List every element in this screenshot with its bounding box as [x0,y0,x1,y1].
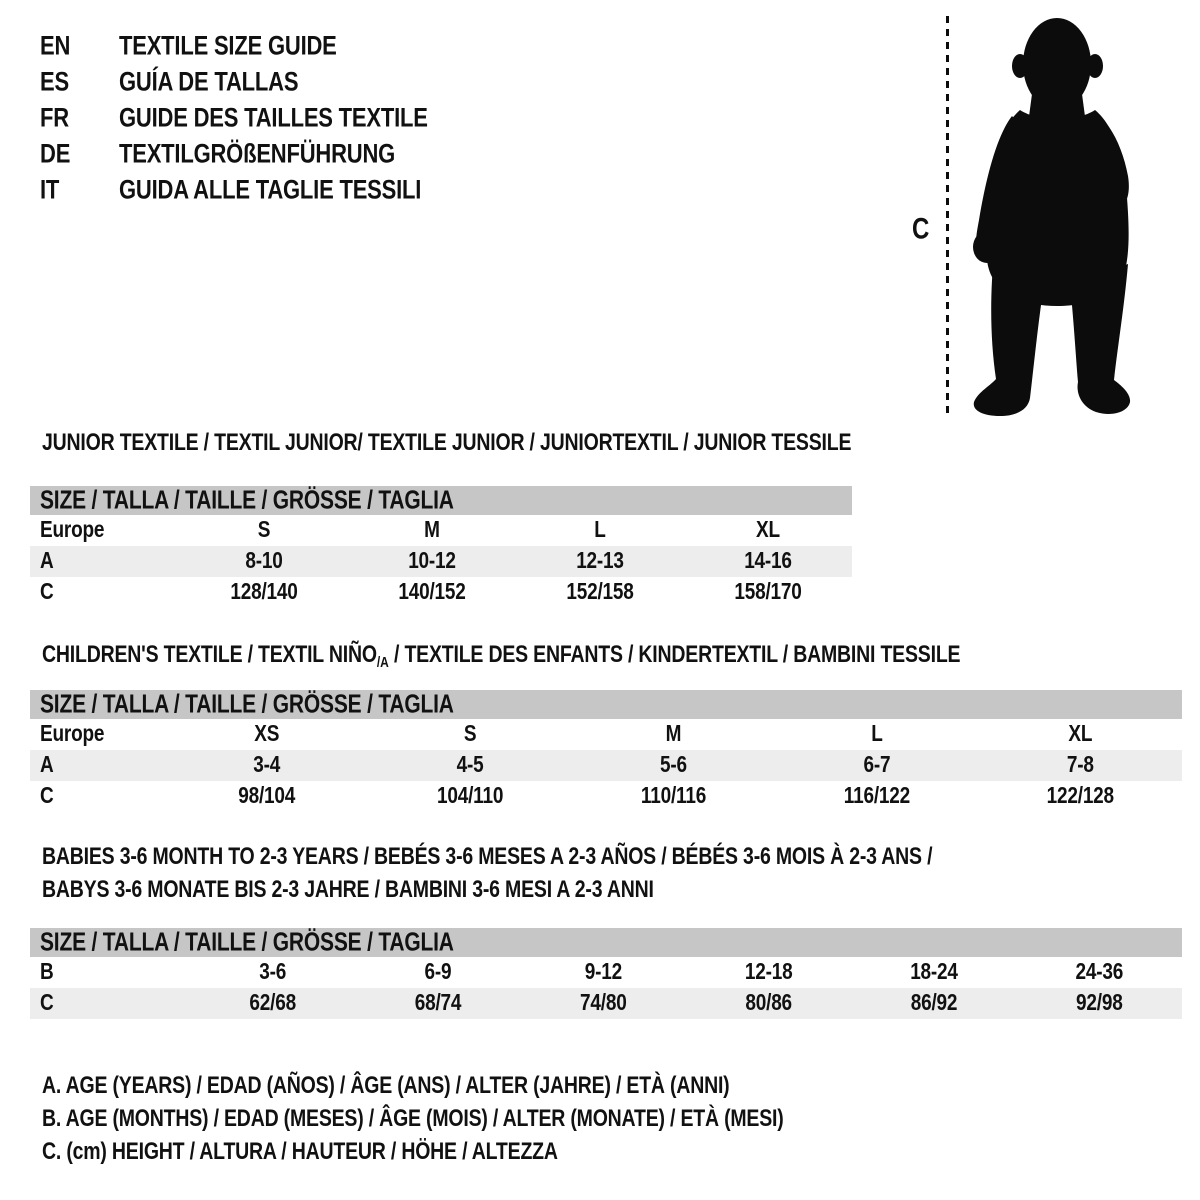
table-cell: 6-7 [863,752,891,778]
size-header-bar [30,928,1182,957]
table-row [30,719,1182,750]
children-size-table [30,690,1182,812]
language-code: ES [40,66,69,97]
row-label: Europe [40,721,105,747]
table-cell: 7-8 [1066,752,1094,778]
legend-line-a: A. AGE (YEARS) / EDAD (AÑOS) / ÂGE (ANS) / ALTER (JAHRE) / ETÀ (ANNI) [42,1072,730,1100]
table-cell: 14-16 [744,548,792,574]
table-cell: 24-36 [1075,959,1124,985]
language-title: GUIDE DES TAILLES TEXTILE [119,102,428,133]
table-cell: 4-5 [456,752,484,778]
table-cell: 62/68 [249,990,296,1016]
table-cell: 10-12 [408,548,456,574]
table-cell: 80/86 [745,990,792,1016]
table-cell: 5-6 [660,752,687,778]
table-row [30,515,852,546]
section-title-children [42,641,961,671]
table-row [30,546,852,577]
table-cell: 12-13 [576,548,624,574]
table-cell: 98/104 [238,783,296,809]
table-cell: 3-4 [253,752,281,778]
table-cell: 3-6 [259,959,287,985]
row-label: A [40,752,54,778]
table-cell: XL [756,517,780,543]
legend [42,1070,784,1169]
height-measure-line [946,16,949,415]
language-row [40,28,428,64]
size-header-bar [30,690,1182,719]
babies-size-table [30,928,1182,1019]
table-cell: 12-18 [744,959,793,985]
language-code: EN [40,30,71,61]
row-label: C [40,579,54,605]
language-code: FR [40,102,69,133]
junior-size-table [30,486,852,608]
gender-suffix: /A [376,653,389,671]
language-row [40,64,428,100]
table-cell: 110/116 [640,783,707,809]
legend-line-c: C. (cm) HEIGHT / ALTURA / HAUTEUR / HÖHE / ALTEZZA [42,1138,558,1166]
language-code: DE [40,138,71,169]
language-row [40,100,428,136]
row-label: C [40,990,54,1016]
section-title-text: JUNIOR TEXTILE / TEXTIL JUNIOR/ TEXTILE JUNIOR / JUNIORTEXTIL / JUNIOR TESSILE [42,429,852,457]
section-title-babies [42,843,933,912]
section-title-text: BABIES 3-6 MONTH TO 2-3 YEARS / BEBÉS 3-6 MESES A 2-3 AÑOS / BÉBÉS 3-6 MOIS À 2-3 ANS / [42,843,933,871]
table-cell: 122/128 [1046,783,1114,809]
table-cell: XL [1068,721,1093,747]
table-cell: 74/80 [580,990,627,1016]
table-cell: 9-12 [584,959,622,985]
table-cell: 8-10 [245,548,283,574]
table-cell: S [463,721,477,747]
table-cell: 104/110 [436,783,504,809]
table-cell: 92/98 [1076,990,1123,1016]
size-header-text: SIZE / TALLA / TAILLE / GRÖSSE / TAGLIA [40,928,454,957]
toddler-silhouette-icon [960,14,1140,424]
table-cell: 140/152 [398,579,466,605]
size-header-text: SIZE / TALLA / TAILLE / GRÖSSE / TAGLIA [40,486,454,515]
section-title-junior [42,429,852,457]
size-header-bar [30,486,852,515]
section-title-text: BABYS 3-6 MONATE BIS 2-3 JAHRE / BAMBINI 3-6 MESI A 2-3 ANNI [42,876,654,904]
row-label: B [40,959,54,985]
table-cell: 6-9 [424,959,452,985]
language-code: IT [40,174,60,205]
table-row [30,750,1182,781]
table-cell: 86/92 [910,990,958,1016]
table-cell: L [594,517,606,543]
language-list [40,28,428,208]
size-header-text: SIZE / TALLA / TAILLE / GRÖSSE / TAGLIA [40,690,454,719]
table-cell: 158/170 [734,579,802,605]
table-row [30,781,1182,812]
table-cell: M [665,721,682,747]
language-title: TEXTILGRÖßENFÜHRUNG [119,138,396,169]
table-cell: M [424,517,440,543]
table-cell: S [257,517,271,543]
table-cell: 18-24 [910,959,958,985]
height-measure-label: C [912,212,930,246]
row-label: C [40,783,54,809]
language-title: GUÍA DE TALLAS [119,66,299,97]
language-title: GUIDA ALLE TAGLIE TESSILI [119,174,422,205]
table-cell: L [871,721,883,747]
table-row [30,988,1182,1019]
table-row [30,577,852,608]
legend-line-b: B. AGE (MONTHS) / EDAD (MESES) / ÂGE (MOIS) / ALTER (MONATE) / ETÀ (MESI) [42,1105,784,1133]
row-label: Europe [40,517,105,543]
row-label: A [40,548,54,574]
table-cell: 152/158 [566,579,634,605]
language-row [40,136,428,172]
table-cell: 68/74 [414,990,462,1016]
table-cell: XS [254,721,280,747]
table-row [30,957,1182,988]
section-title-text: CHILDREN'S TEXTILE / TEXTIL $NIÑO_{/A}$ / TEXTILE DES ENFANTS / KINDERTEXTIL / BAMBINI TESSILE [42,641,961,671]
language-title: TEXTILE SIZE GUIDE [119,30,337,61]
table-cell: 116/122 [843,783,910,809]
language-row [40,172,428,208]
table-cell: 128/140 [230,579,298,605]
